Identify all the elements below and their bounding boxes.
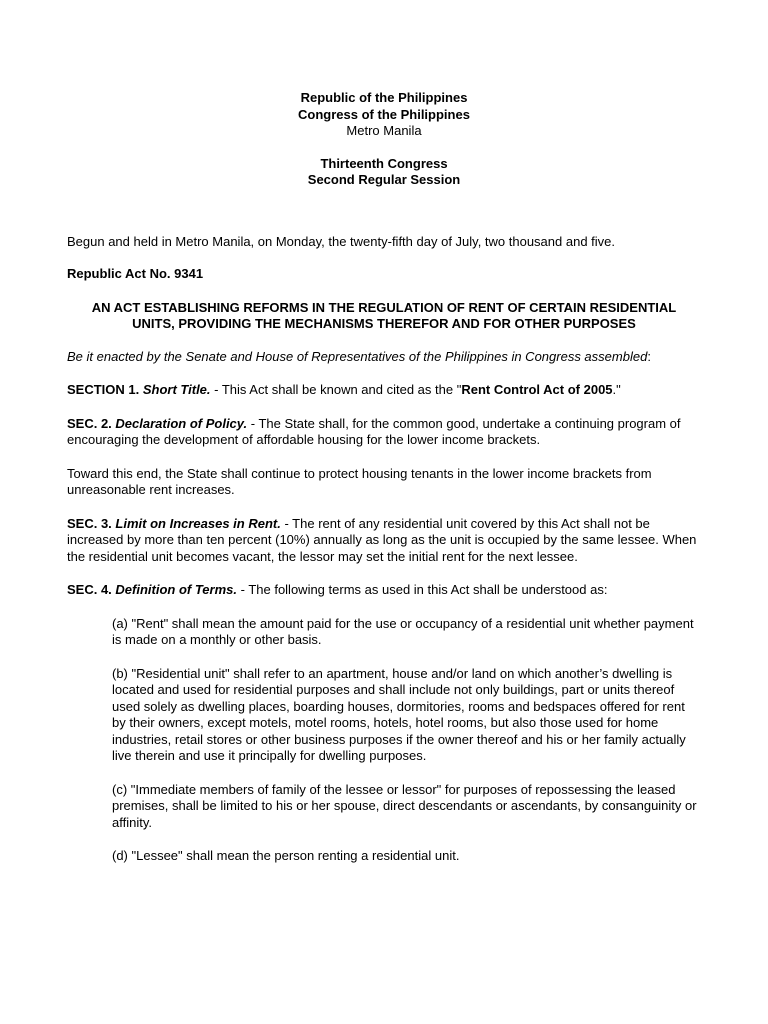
- section-4: [67, 582, 701, 599]
- section-2-heading: Declaration of Policy.: [115, 415, 248, 431]
- enacting-clause-end: :: [647, 348, 651, 364]
- section-2-text: - The State shall, for the common good, undertake a continuing program of encouraging the development of affordable housing for the lower income brackets.: [67, 415, 681, 447]
- header-session: Second Regular Session: [307, 172, 461, 187]
- section-1-end: .": [612, 382, 621, 397]
- definition-d: (d) "Lessee" shall mean the person renting a residential unit.: [112, 848, 460, 863]
- definition-a: (a) "Rent" shall mean the amount paid for the use or occupancy of a residential unit whether payment is made on a monthly or other basis.: [112, 615, 694, 647]
- section-4-heading: Definition of Terms.: [115, 582, 237, 597]
- enacting-clause-text: Be it enacted by the Senate and House of Representatives of the Philippines in Congress assembled: [67, 348, 648, 364]
- section-2: [67, 416, 701, 449]
- section-2-label: SEC. 2.: [67, 415, 112, 431]
- act-number: Republic Act No. 9341: [67, 266, 204, 281]
- begun-statement: Begun and held in Metro Manila, on Monday, the twenty-fifth day of July, two thousand and five.: [67, 233, 616, 249]
- section-3-heading: Limit on Increases in Rent.: [115, 515, 281, 531]
- header-congress: Congress of the Philippines: [298, 106, 470, 122]
- section-1-label: SECTION 1.: [67, 382, 140, 397]
- definition-c: (c) "Immediate members of family of the lessee or lessor" for purposes of repossessing the leased premises, shall be limited to his or her spouse, direct descendants or ascendants, by consanguinity or affinity.: [112, 781, 697, 830]
- document-header: [67, 90, 701, 189]
- section-3-label: SEC. 3.: [67, 515, 112, 531]
- header-congress-number: Thirteenth Congress: [320, 155, 448, 171]
- header-republic: Republic of the Philippines: [300, 90, 468, 105]
- definition-b: (b) "Residential unit" shall refer to an apartment, house and/or land on which another’s dwelling is located and used for residential purposes and shall include not only buildings, part or units thereof used solely as dwelling places, boarding houses, dormitories, rooms and bedspaces offered for rent by their owners, except motels, motel rooms, hotels, hotel rooms, but also those used for home industries, retail stores or other business purposes if the owner thereof and his or her family actually live therein and use it principally for dwelling purposes.: [112, 665, 686, 763]
- section-2-paragraph-2: Toward this end, the State shall continue to protect housing tenants in the lower income brackets from unreasonable rent increases.: [67, 465, 652, 497]
- enacting-clause: [67, 349, 701, 366]
- section-1-heading: Short Title.: [142, 382, 211, 397]
- header-location: Metro Manila: [346, 123, 422, 138]
- section-1: [67, 382, 701, 399]
- section-4-label: SEC. 4.: [67, 582, 112, 597]
- section-4-text: - The following terms as used in this Act shall be understood as:: [237, 582, 608, 597]
- section-1-name: Rent Control Act of 2005: [461, 382, 613, 397]
- section-3: [67, 516, 701, 566]
- section-1-text: - This Act shall be known and cited as the ": [210, 382, 462, 397]
- act-title: AN ACT ESTABLISHING REFORMS IN THE REGULATION OF RENT OF CERTAIN RESIDENTIAL UNITS, PROVIDING THE MECHANISMS THEREFOR AND FOR OTHER PURPOSES: [91, 299, 677, 331]
- section-3-text: - The rent of any residential unit covered by this Act shall not be increased by more than ten percent (10%) annually as long as the unit is occupied by the same lessee. When the residential unit becomes vacant, the lessor may set the initial rent for the next lessee.: [67, 515, 697, 564]
